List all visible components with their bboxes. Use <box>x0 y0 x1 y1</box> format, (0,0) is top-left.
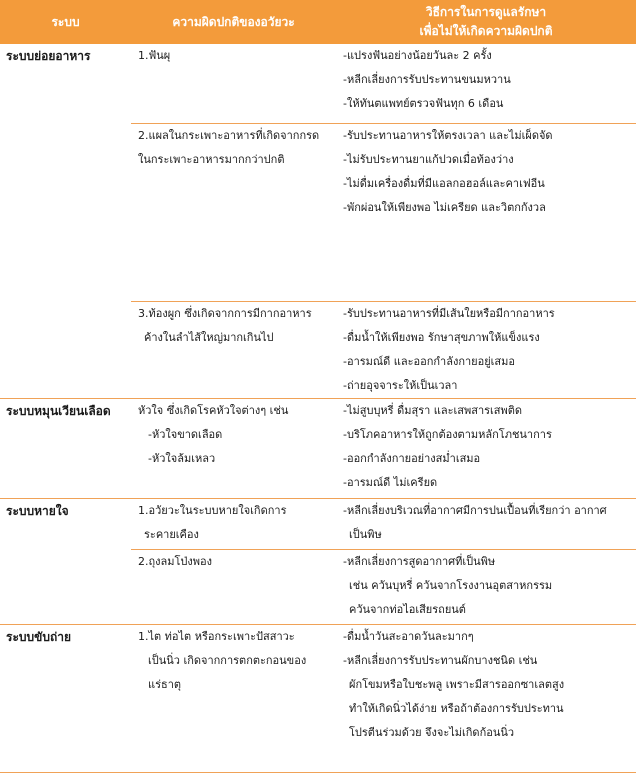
table-bottom-border <box>0 772 636 773</box>
care-line: ทำให้เกิดนิ่วได้ง่าย หรือถ้าต้องการรับประทาน <box>349 702 564 715</box>
problem-line: แร่ธาตุ <box>148 678 182 691</box>
care-line: -บริโภคอาหารให้ถูกต้องตามหลักโภชนาการ <box>343 428 552 441</box>
care-line: -ไม่ดื่มเครื่องดื่มที่มีแอลกอฮอล์และคาเฟอีน <box>343 177 545 190</box>
problem-line: 3.ท้องผูก ซึ่งเกิดจากการมีกากอาหาร <box>138 307 312 320</box>
care-cell <box>343 499 607 547</box>
care-line: ควันจากท่อไอเสียรถยนต์ <box>349 603 466 616</box>
problem-line: 2.ถุงลมโป่งพอง <box>138 555 213 568</box>
care-line: -ไม่รับประทานยาแก้ปวดเมื่อท้องว่าง <box>343 153 514 166</box>
care-line: -หลีกเลี่ยงบริเวณที่อากาศมีการปนเปื้อนที่เรียกว่า อากาศ <box>343 504 607 517</box>
care-line: -ดื่มน้ำให้เพียงพอ รักษาสุขภาพให้แข็งแรง <box>343 331 540 344</box>
problem-line: 1.ฟันผุ <box>138 49 171 62</box>
care-line: โปรตีนร่วมด้วย จึงจะไม่เกิดก้อนนิ่ว <box>349 726 515 739</box>
problem-cell <box>138 499 286 547</box>
problem-cell <box>138 124 319 172</box>
problem-cell <box>138 44 170 68</box>
system-excretory: ระบบขับถ่าย <box>6 630 71 644</box>
care-line: -ถ่ายอุจจาระให้เป็นเวลา <box>343 379 458 392</box>
problem-line: ในกระเพาะอาหารมากกว่าปกติ <box>138 153 285 166</box>
care-cell <box>343 550 552 622</box>
care-line: -รับประทานอาหารให้ตรงเวลา และไม่เผ็ดจัด <box>343 129 553 142</box>
care-line: -หลีกเลี่ยงการสูดอากาศที่เป็นพิษ <box>343 555 496 568</box>
header-problem: ความผิดปกติของอวัยวะ <box>172 14 295 29</box>
care-cell <box>343 625 564 745</box>
care-line: -ไม่สูบบุหรี่ ดื่มสุรา และเสพสารเสพติด <box>343 404 523 417</box>
problem-line: 2.แผลในกระเพาะอาหารที่เกิดจากกรด <box>138 129 320 142</box>
care-line: -พักผ่อนให้เพียงพอ ไม่เครียด และวิตกกังวล <box>343 201 546 214</box>
care-line: -รับประทานอาหารที่มีเส้นใยหรือมีกากอาหาร <box>343 307 555 320</box>
header-care-line2: เพื่อไม่ให้เกิดความผิดปกติ <box>419 24 553 38</box>
care-cell <box>343 124 553 220</box>
care-line: -ดื่มน้ำวันสะอาดวันละมากๆ <box>343 630 474 643</box>
care-line: เช่น ควันบุหรี่ ควันจากโรงงานอุตสาหกรรม <box>349 579 553 592</box>
header-care <box>336 0 636 44</box>
problem-line: เป็นนิ่ว เกิดจากการตกตะกอนของ <box>148 654 307 667</box>
problem-cell <box>138 550 212 574</box>
care-line: -ออกกำลังกายอย่างสม่ำเสมอ <box>343 452 481 465</box>
care-line: ผักโขมหรือใบชะพลู เพราะมีสารออกซาเลตสูง <box>349 678 565 691</box>
care-line: -หลีกเลี่ยงการรับประทานขนมหวาน <box>343 73 511 86</box>
problem-line: -หัวใจล้มเหลว <box>148 452 216 465</box>
care-cell <box>343 399 552 495</box>
care-line: -อารมณ์ดี ไม่เครียด <box>343 476 438 489</box>
system-circulatory: ระบบหมุนเวียนเลือด <box>6 404 111 418</box>
problem-line: หัวใจ ซึ่งเกิดโรคหัวใจต่างๆ เช่น <box>138 404 289 417</box>
problem-line: -หัวใจขาดเลือด <box>148 428 223 441</box>
problem-line: 1.ไต ท่อไต หรือกระเพาะปัสสาวะ <box>138 630 295 643</box>
problem-line: ระคายเคือง <box>144 528 199 541</box>
system-respiratory: ระบบหายใจ <box>6 504 69 518</box>
header-care-line1: วิธีการในการดูแลรักษา <box>425 5 547 19</box>
care-line: เป็นพิษ <box>349 528 382 541</box>
problem-cell <box>138 625 306 697</box>
problem-cell <box>138 302 312 350</box>
care-cell <box>343 302 555 398</box>
care-line: -อารมณ์ดี และออกกำลังกายอยู่เสมอ <box>343 355 515 368</box>
care-line: -แปรงฟันอย่างน้อยวันละ 2 ครั้ง <box>343 49 492 62</box>
care-line: -ให้ทันตแพทย์ตรวจฟันทุก 6 เดือน <box>343 97 504 110</box>
system-digestive: ระบบย่อยอาหาร <box>6 49 91 63</box>
problem-line: 1.อวัยวะในระบบหายใจเกิดการ <box>138 504 287 517</box>
problem-cell <box>138 399 288 471</box>
table-header <box>0 0 636 44</box>
care-line: -หลีกเลี่ยงการรับประทานผักบางชนิด เช่น <box>343 654 538 667</box>
care-cell <box>343 44 511 116</box>
problem-line: ค้างในลำไส้ใหญ่มากเกินไป <box>144 331 274 344</box>
header-system: ระบบ <box>51 14 80 29</box>
